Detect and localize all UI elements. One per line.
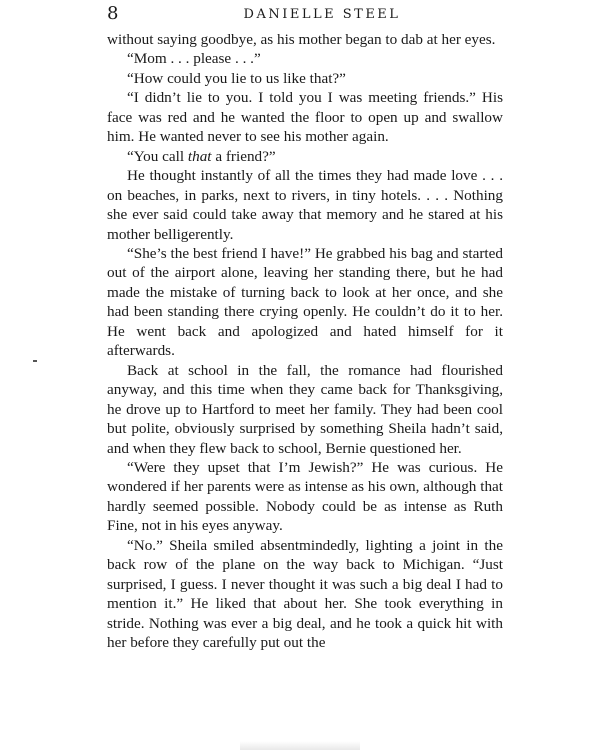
paragraph: “She’s the best friend I have!” He grabbed his bag and started out of the airport alone, leaving her standing there, but he had made the mistake of turning back to look at her once, and she had been standing there crying openly. He couldn’t do it to her. He went back and apologized and hated himself for it afterwards. [107, 244, 503, 360]
paragraph [107, 147, 503, 166]
paragraph: without saying goodbye, as his mother began to dab at her eyes. [107, 31, 496, 48]
paragraph: He thought instantly of all the times they had made love . . . on beaches, in parks, next to rivers, in tiny hotels. . . . Nothing she ever said could take away that memory and he stared at his mother belligerently. [107, 167, 503, 243]
paragraph: “I didn’t lie to you. I told you I was meeting friends.” His face was red and he wanted the floor to open up and swallow him. He wanted never to see his mother again. [107, 89, 503, 146]
paragraph: “How could you lie to us like that?” [127, 69, 346, 87]
running-head: DANIELLE STEEL [243, 7, 401, 22]
emphasis: that [187, 147, 212, 165]
page-edge-shadow [240, 741, 360, 750]
paragraph: “Mom . . . please . . .” [127, 50, 261, 68]
margin-mark [33, 360, 37, 362]
page-number: 8 [107, 3, 119, 24]
paragraph: “No.” Sheila smiled absentmindedly, lighting a joint in the back row of the plane on the way back to Michigan. “Just surprised, I guess. I never thought it was such a big deal I had to mention it.” He liked that about her. She took everything in stride. Nothing was ever a big deal, and he took a quick hit with her before they carefully put out the [107, 536, 503, 652]
dialogue-end: a friend?” [211, 147, 276, 165]
paragraph: “Were they upset that I’m Jewish?” He was curious. He wondered if her parents were as intense as his own, although that hardly seemed possible. Nobody could be as intense as Ruth Fine, not in his eyes anyway. [107, 458, 503, 535]
paragraph: Back at school in the fall, the romance had flourished anyway, and this time when they came back for Thanksgiving, he drove up to Hartford to meet her family. They had been cool but polite, obviously surprised by something Sheila hadn’t said, and when they flew back to school, Bernie questioned her. [107, 361, 503, 457]
dialogue-start: “You call [127, 147, 188, 165]
page-header [107, 3, 537, 29]
body-text [107, 30, 503, 653]
